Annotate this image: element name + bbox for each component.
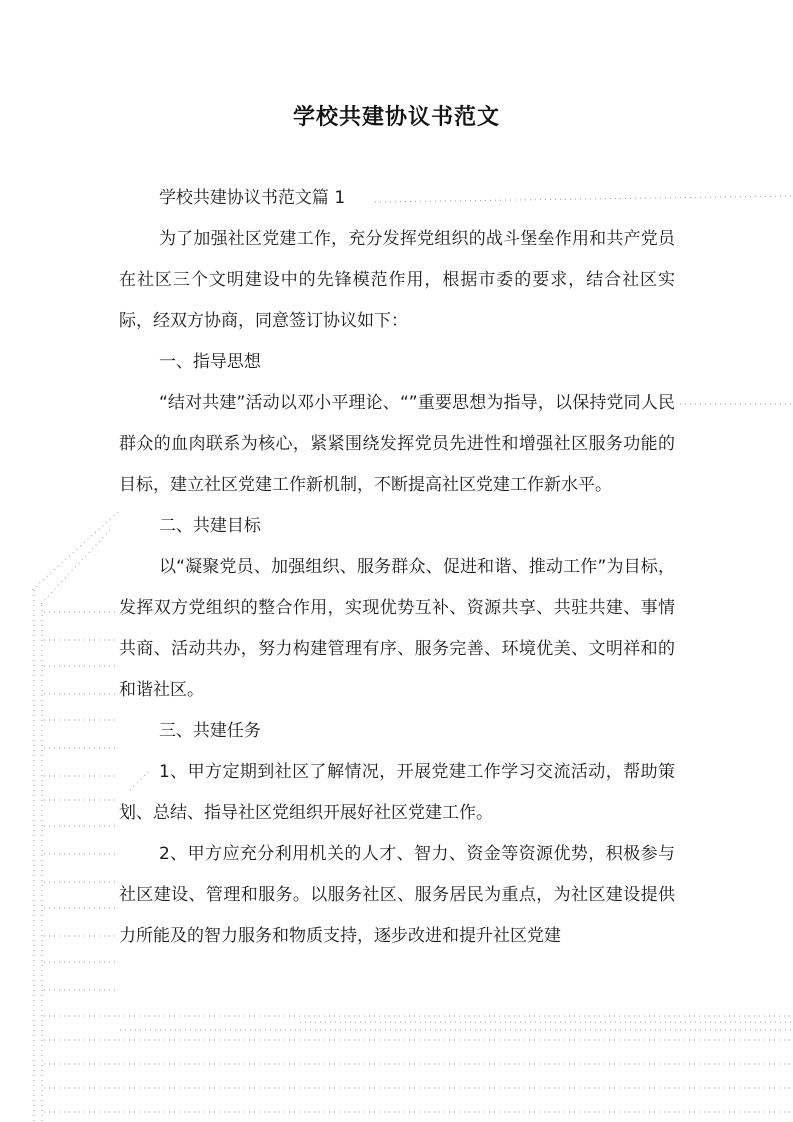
body-paragraph: 1、甲方定期到社区了解情况，开展党建工作学习交流活动，帮助策划、总结、指导社区党组织开展好社区党建工作。 [119,762,675,823]
section-heading: 学校共建协议书范文篇 1 [158,188,346,208]
body-paragraph: 为了加强社区党建工作，充分发挥党组织的战斗堡垒作用和共产党员在社区三个文明建设中的先锋模范作用，根据市委的要求，结合社区实际，经双方协商，同意签订协议如下： [119,229,675,331]
section-heading: 二、共建目标 [158,516,261,536]
body-paragraph: 以“凝聚党员、加强组织、服务群众、促进和谐、推动工作”为目标，发挥双方党组织的整合作用，实现优势互补、资源共享、共驻共建、事情共商、活动共办，努力构建管理有序、服务完善、环境优美、文明祥和的和谐社区。 [119,557,675,700]
document-body [119,178,675,957]
section-heading: 一、指导思想 [158,352,261,372]
body-paragraph: 2、甲方应充分利用机关的人才、智力、资金等资源优势，积极参与社区建设、管理和服务。以服务社区、服务居民为重点，为社区建设提供力所能及的智力服务和物质支持，逐步改进和提升社区党建 [119,844,675,946]
body-paragraph: “结对共建”活动以邓小平理论、“”重要思想为指导，以保持党同人民群众的血肉联系为核心，紧紧围绕发挥党员先进性和增强社区服务功能的目标，建立社区党建工作新机制，不断提高社区党建工作新水平。 [119,393,675,495]
section-heading: 三、共建任务 [158,721,261,741]
document-title: 学校共建协议书范文 [292,105,500,130]
